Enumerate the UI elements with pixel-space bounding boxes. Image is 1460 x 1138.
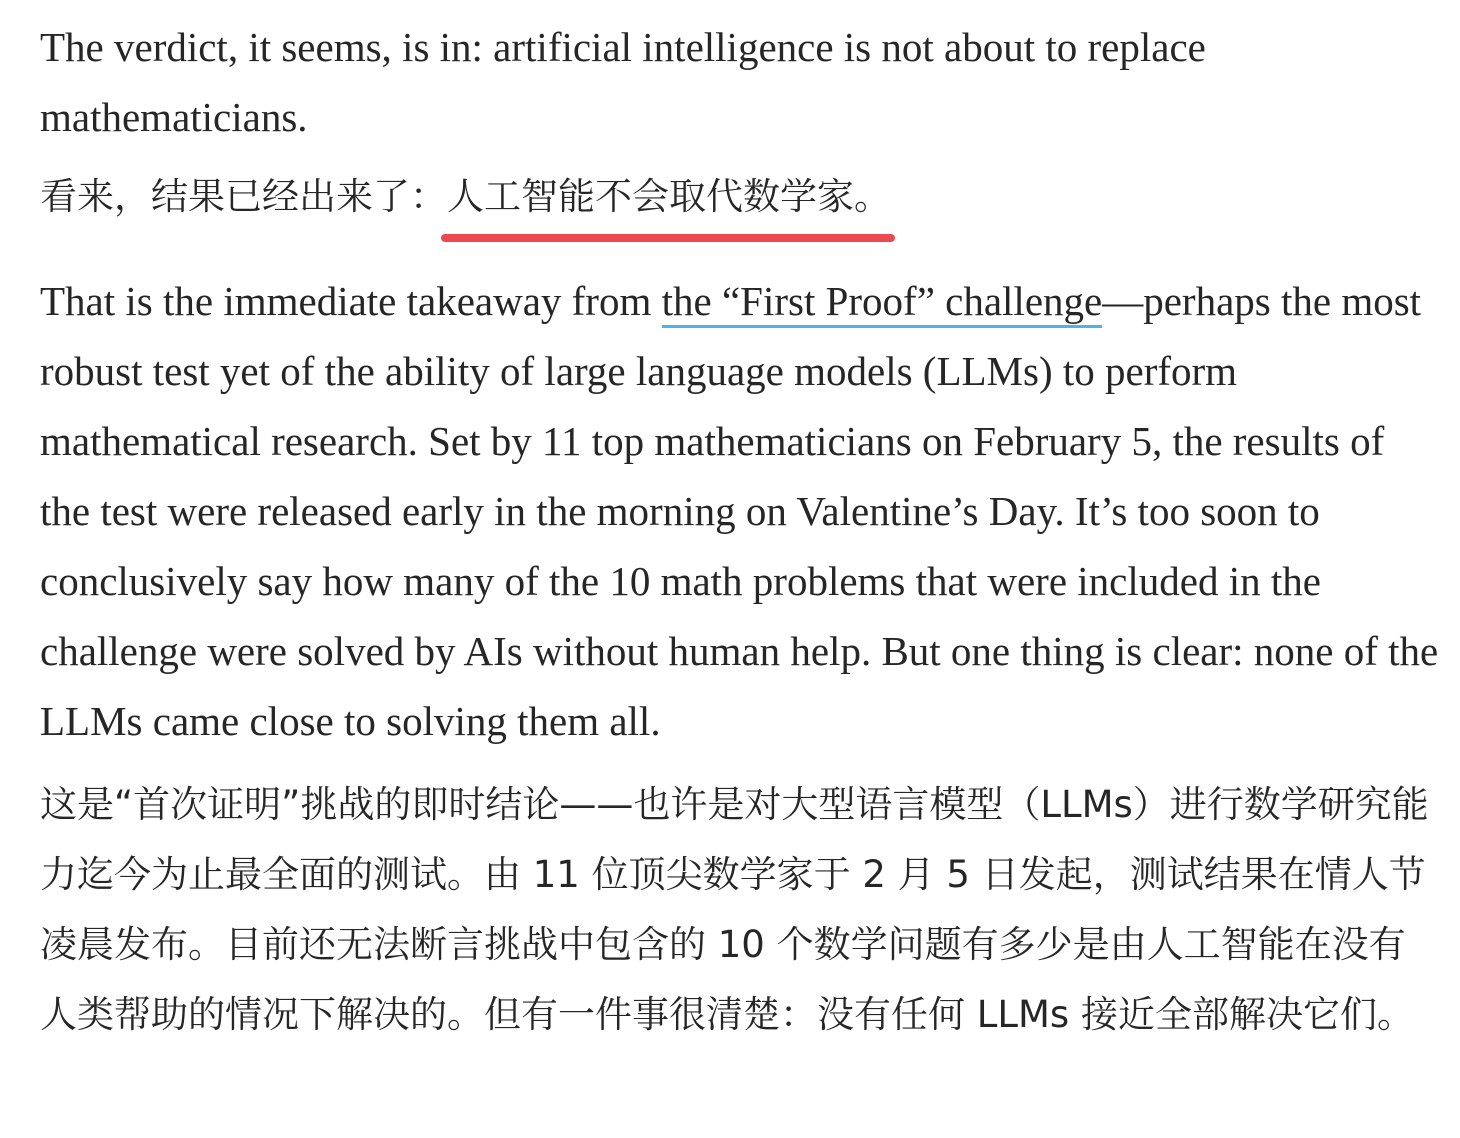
paragraph-1-chinese-lead: 看来，结果已经出来了： — [40, 175, 447, 218]
paragraph-2-english — [40, 266, 1440, 756]
paragraph-2-english-lead: That is the immediate takeaway from — [40, 278, 662, 324]
paragraph-2-chinese: 这是“首次证明”挑战的即时结论——也许是对大型语言模型（LLMs）进行数学研究能力迄今为止最全面的测试。由 11 位顶尖数学家于 2 月 5 日发起，测试结果在情人节凌晨发布。目前还无法断言挑战中包含的 10 个数学问题有多少是由人工智能在没有人类帮助的情况下解决的。但有一件事很清楚：没有任何 LLMs 接近全部解决它们。 — [40, 783, 1429, 1036]
paragraph-2-english-rest: —perhaps the most robust test yet of the ability of large language models (LLMs) to perform mathematical research. Set by 11 top mathematicians on February 5, the results of the test were released early in the morning on Valentine’s Day. It’s too soon to conclusively say how many of the 10 math problems that were included in the challenge were solved by AIs without human help. But one thing is clear: none of the LLMs came close to solving them all. — [40, 278, 1439, 744]
article-body — [40, 12, 1440, 1050]
paragraph-1-english: The verdict, it seems, is in: artificial intelligence is not about to replace mathematicians. — [40, 24, 1206, 140]
first-proof-challenge-link[interactable]: the “First Proof” challenge — [662, 278, 1103, 328]
highlighted-translation: 人工智能不会取代数学家。 — [447, 162, 891, 232]
paragraph-1-chinese — [40, 162, 1440, 232]
